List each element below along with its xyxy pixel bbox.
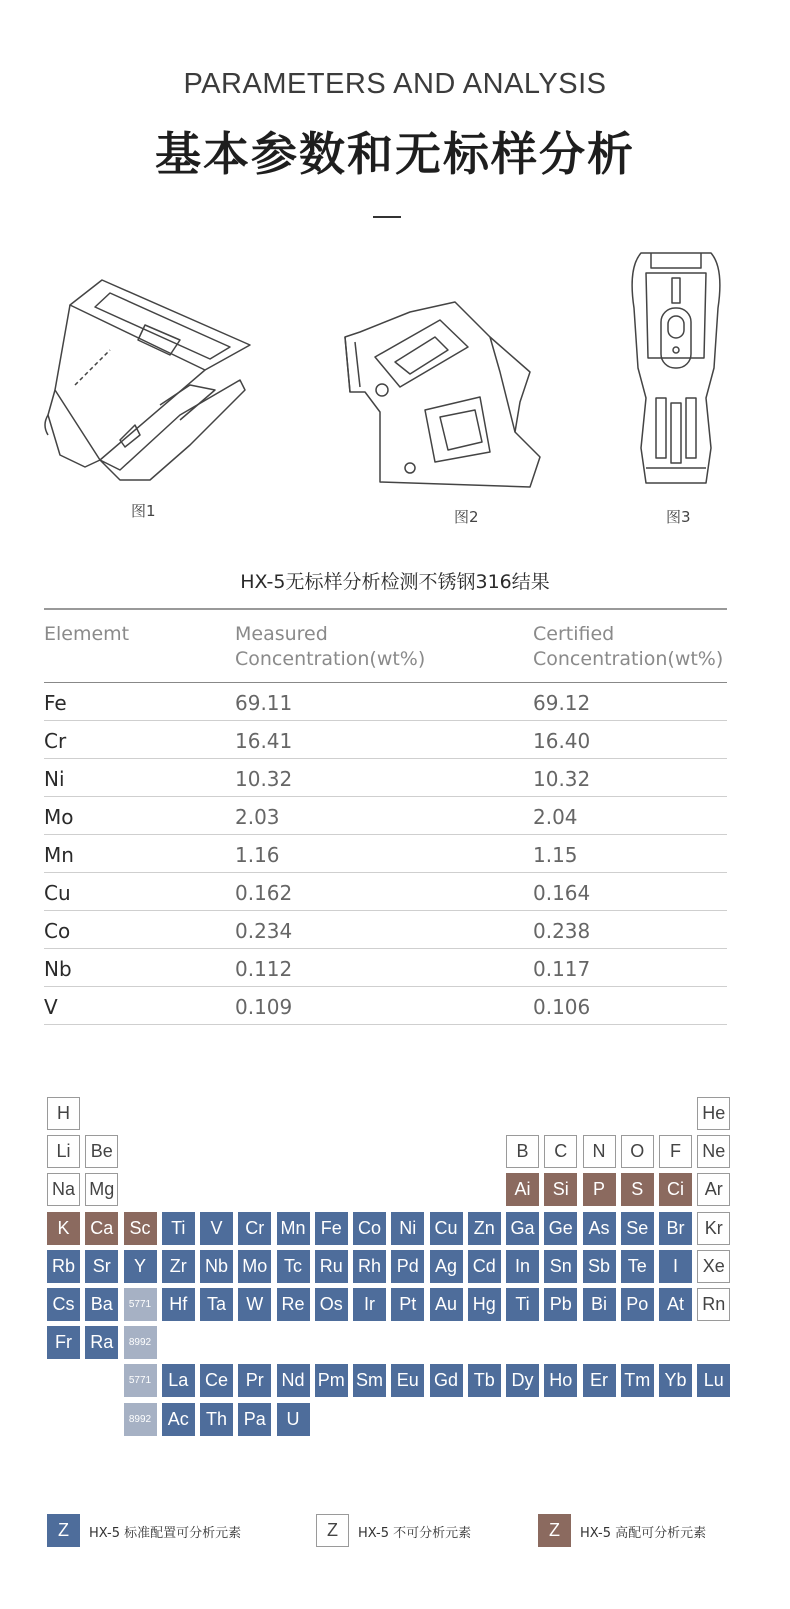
figure-3-caption: 图3 [666, 508, 691, 526]
cell-certified: 16.40 [533, 729, 591, 753]
table-row [44, 759, 727, 797]
cell-measured: 0.112 [235, 957, 293, 981]
element-cell: Eu [391, 1364, 424, 1397]
element-cell: Yb [659, 1364, 692, 1397]
legend-standard-label: HX-5 标准配置可分析元素 [89, 1526, 242, 1541]
element-cell: Ge [544, 1212, 577, 1245]
header-measured-line2: Concentration(wt%) [235, 648, 426, 670]
device-figure-3 [626, 248, 726, 493]
element-cell: Mg [85, 1173, 118, 1206]
element-cell: Ba [85, 1288, 118, 1321]
element-cell: Ta [200, 1288, 233, 1321]
cell-certified: 0.164 [533, 881, 591, 905]
table-body [44, 683, 727, 1025]
element-cell: Y [124, 1250, 157, 1283]
cell-certified: 10.32 [533, 767, 591, 791]
element-cell: Hf [162, 1288, 195, 1321]
header-certified [533, 622, 723, 672]
element-cell: Cu [430, 1212, 463, 1245]
table-header [44, 610, 727, 683]
element-cell: Ti [506, 1288, 539, 1321]
element-cell: 5771 [124, 1364, 157, 1397]
element-cell: Fe [315, 1212, 348, 1245]
cell-measured: 1.16 [235, 843, 280, 867]
cell-element: Fe [44, 691, 67, 715]
element-cell: Ir [353, 1288, 386, 1321]
element-cell: At [659, 1288, 692, 1321]
element-cell: Te [621, 1250, 654, 1283]
figure-1-caption: 图1 [131, 502, 156, 520]
device-figure-2 [340, 292, 545, 497]
figure-2-caption: 图2 [454, 508, 479, 526]
element-cell: La [162, 1364, 195, 1397]
element-cell: Pr [238, 1364, 271, 1397]
element-cell: As [583, 1212, 616, 1245]
element-cell: Rn [697, 1288, 730, 1321]
table-row [44, 911, 727, 949]
element-cell: Ci [659, 1173, 692, 1206]
legend-standard-swatch: Z [47, 1514, 80, 1547]
table-row [44, 873, 727, 911]
element-cell: Ra [85, 1326, 118, 1359]
element-cell: P [583, 1173, 616, 1206]
element-cell: Hg [468, 1288, 501, 1321]
element-cell: U [277, 1403, 310, 1436]
element-cell: Si [544, 1173, 577, 1206]
legend-high-config-swatch: Z [538, 1514, 571, 1547]
page-title-english: PARAMETERS AND ANALYSIS [183, 68, 607, 100]
element-cell: F [659, 1135, 692, 1168]
results-table-title: HX-5无标样分析检测不锈钢316结果 [240, 571, 550, 593]
title-divider [373, 216, 401, 218]
element-cell: H [47, 1097, 80, 1130]
element-cell: Li [47, 1135, 80, 1168]
cell-measured: 10.32 [235, 767, 293, 791]
element-cell: He [697, 1097, 730, 1130]
element-cell: Tb [468, 1364, 501, 1397]
element-cell: Pd [391, 1250, 424, 1283]
legend-not-analyzable-label: HX-5 不可分析元素 [358, 1526, 472, 1541]
element-cell: Ne [697, 1135, 730, 1168]
cell-certified: 0.106 [533, 995, 591, 1019]
element-cell: V [200, 1212, 233, 1245]
element-cell: S [621, 1173, 654, 1206]
element-cell: Ru [315, 1250, 348, 1283]
element-cell: Pb [544, 1288, 577, 1321]
device-figure-1 [40, 275, 255, 500]
legend-not-analyzable-swatch: Z [316, 1514, 349, 1547]
element-cell: 5771 [124, 1288, 157, 1321]
element-cell: Ga [506, 1212, 539, 1245]
element-cell: Se [621, 1212, 654, 1245]
element-cell: B [506, 1135, 539, 1168]
element-cell: Rh [353, 1250, 386, 1283]
element-cell: Ho [544, 1364, 577, 1397]
cell-element: V [44, 995, 58, 1019]
element-cell: Sb [583, 1250, 616, 1283]
header-certified-line2: Concentration(wt%) [533, 648, 724, 670]
element-cell: Au [430, 1288, 463, 1321]
cell-element: Mo [44, 805, 74, 829]
element-cell: Pa [238, 1403, 271, 1436]
header-measured-line1: Measured [235, 623, 328, 645]
cell-certified: 69.12 [533, 691, 591, 715]
element-cell: Ce [200, 1364, 233, 1397]
element-cell: Er [583, 1364, 616, 1397]
element-cell: Na [47, 1173, 80, 1206]
cell-measured: 0.162 [235, 881, 293, 905]
cell-certified: 2.04 [533, 805, 578, 829]
element-cell: Ac [162, 1403, 195, 1436]
table-row [44, 797, 727, 835]
element-cell: K [47, 1212, 80, 1245]
element-cell: Ar [697, 1173, 730, 1206]
element-cell: Sr [85, 1250, 118, 1283]
element-cell: Pt [391, 1288, 424, 1321]
cell-certified: 1.15 [533, 843, 578, 867]
element-cell: Mn [277, 1212, 310, 1245]
element-cell: Be [85, 1135, 118, 1168]
cell-certified: 0.238 [533, 919, 591, 943]
cell-measured: 2.03 [235, 805, 280, 829]
element-cell: Os [315, 1288, 348, 1321]
cell-element: Cu [44, 881, 71, 905]
header-certified-line1: Certified [533, 623, 615, 645]
element-cell: Lu [697, 1364, 730, 1397]
element-cell: Mo [238, 1250, 271, 1283]
element-cell: Dy [506, 1364, 539, 1397]
page-title-chinese: 基本参数和无标样分析 [155, 127, 635, 181]
cell-element: Ni [44, 767, 65, 791]
element-cell: Co [353, 1212, 386, 1245]
element-cell: Cs [47, 1288, 80, 1321]
element-cell: Th [200, 1403, 233, 1436]
element-cell: Bi [583, 1288, 616, 1321]
element-cell: C [544, 1135, 577, 1168]
element-cell: 8992 [124, 1326, 157, 1359]
table-row [44, 949, 727, 987]
element-cell: Ag [430, 1250, 463, 1283]
element-cell: Ti [162, 1212, 195, 1245]
table-row [44, 835, 727, 873]
element-cell: Po [621, 1288, 654, 1321]
element-cell: Xe [697, 1250, 730, 1283]
element-cell: Zn [468, 1212, 501, 1245]
cell-element: Mn [44, 843, 74, 867]
element-cell: W [238, 1288, 271, 1321]
element-cell: Fr [47, 1326, 80, 1359]
element-cell: Pm [315, 1364, 348, 1397]
element-cell: I [659, 1250, 692, 1283]
element-cell: Tm [621, 1364, 654, 1397]
element-cell: Sc [124, 1212, 157, 1245]
element-cell: Sn [544, 1250, 577, 1283]
header-measured [235, 622, 425, 672]
table-row [44, 987, 727, 1025]
element-cell: In [506, 1250, 539, 1283]
element-cell: Rb [47, 1250, 80, 1283]
results-table [44, 608, 727, 1025]
cell-measured: 0.234 [235, 919, 293, 943]
header-element: Elememt [44, 623, 130, 645]
element-cell: 8992 [124, 1403, 157, 1436]
element-cell: Ca [85, 1212, 118, 1245]
element-cell: Kr [697, 1212, 730, 1245]
cell-measured: 16.41 [235, 729, 293, 753]
cell-element: Co [44, 919, 71, 943]
element-cell: N [583, 1135, 616, 1168]
element-cell: Ni [391, 1212, 424, 1245]
element-cell: Tc [277, 1250, 310, 1283]
cell-measured: 69.11 [235, 691, 293, 715]
element-cell: Cr [238, 1212, 271, 1245]
element-cell: O [621, 1135, 654, 1168]
element-cell: Gd [430, 1364, 463, 1397]
element-cell: Nb [200, 1250, 233, 1283]
cell-element: Nb [44, 957, 72, 981]
cell-measured: 0.109 [235, 995, 293, 1019]
element-cell: Cd [468, 1250, 501, 1283]
element-cell: Nd [277, 1364, 310, 1397]
cell-element: Cr [44, 729, 67, 753]
table-row [44, 721, 727, 759]
cell-certified: 0.117 [533, 957, 591, 981]
element-cell: Ai [506, 1173, 539, 1206]
element-cell: Zr [162, 1250, 195, 1283]
element-cell: Sm [353, 1364, 386, 1397]
element-cell: Re [277, 1288, 310, 1321]
table-row [44, 683, 727, 721]
element-cell: Br [659, 1212, 692, 1245]
legend-high-config-label: HX-5 高配可分析元素 [580, 1526, 707, 1541]
